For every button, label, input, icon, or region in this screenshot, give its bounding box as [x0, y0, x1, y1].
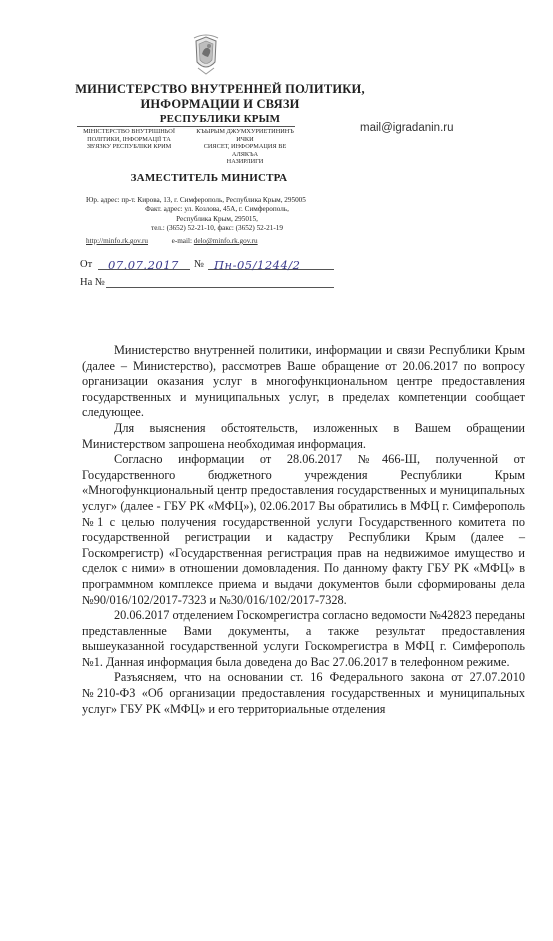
handwritten-date: 07.07.2017 [108, 258, 179, 272]
crimea-coat-of-arms-icon [190, 34, 222, 76]
deputy-minister-title: ЗАМЕСТИТЕЛЬ МИНИСТРА [130, 172, 288, 184]
letterhead-divider [77, 126, 295, 127]
contact-line [86, 237, 348, 246]
paragraph-1: Министерство внутренней политики, информации и связи Республики Крым (далее – Министерство), рассмотрев Ваше обращение от 20.06.2017 по вопросу организации оказания услуг в многофункциональном центре предоставления государственных и муниципальных услуг, в пределах компетенции сообщает следующее. [82, 343, 525, 420]
reply-label: На № [80, 277, 105, 288]
ukr-line-2: ПОЛІТИКИ, ІНФОРМАЦІЇ ТА [87, 135, 171, 143]
ministry-name-line1: МИНИСТЕРСТВО ВНУТРЕННЕЙ ПОЛИТИКИ, [75, 82, 365, 96]
tat-line-1: КЪЫРЫМ ДЖУМХУРИЕТИНИНЪ ИЧКИ [196, 128, 294, 143]
ministry-name-line2: ИНФОРМАЦИИ И СВЯЗИ [140, 97, 300, 111]
phone-fax: тел.: (3652) 52-21-10, факс: (3652) 52-21-19 [151, 223, 283, 232]
tat-line-3: НАЗИРЛИГИ [226, 158, 264, 166]
paragraph-5: Разъясняем, что на основании ст. 16 Федерального закона от 27.07.2010 №210-ФЗ «Об организации предоставления государственных и муниципальных услуг» ГБУ РК «МФЦ» и его территориальные отделения [82, 670, 525, 716]
actual-address-2: Республика Крым, 295015, [176, 214, 258, 223]
letter-body [82, 343, 525, 717]
address-block [86, 196, 348, 233]
handwritten-number: Пн-05/1244/2 [214, 258, 301, 272]
ministry-name-ukrainian [73, 128, 185, 151]
email-link[interactable]: delo@minfo.rk.gov.ru [193, 237, 258, 245]
recipient-email-note: mail@igradanin.ru [360, 122, 454, 134]
number-label: № [194, 259, 205, 270]
ukr-line-1: МІНІСТЕРСТВО ВНУТРІШНЬОЇ [83, 128, 175, 135]
from-label: От [80, 259, 93, 270]
incoming-reference-line [80, 274, 335, 290]
ukr-line-3: ЗВ'ЯЗКУ РЕСПУБЛІКИ КРИМ [86, 143, 172, 151]
ministry-name-crimean-tatar [190, 128, 300, 166]
outgoing-registration-line [80, 256, 335, 272]
tat-line-2: СИЯСЕТ, ИНФОРМАЦИЯ ВЕ АЛЯКЪА [203, 143, 287, 158]
reply-underline [106, 287, 334, 288]
legal-address: Юр. адрес: пр-т. Кирова, 13, г. Симферополь, Республика Крым, 295005 [86, 196, 306, 204]
republic-name: РЕСПУБЛИКИ КРЫМ [159, 113, 281, 125]
paragraph-3: Согласно информации от 28.06.2017 №466-Ш, полученной от Государственного бюджетного учреждения Республики Крым «Многофункциональный центр предоставления государственных и муниципальных услуг» (далее - ГБУ РК «МФЦ»), 02.06.2017 Вы обратились в МФЦ г. Симферополь №1 с целью получения государственной услуги Государственного комитета по государственной регистрации и кадастру Республики Крым (далее – Госкомрегистр) «Государственная регистрация прав на недвижимое имущество и сделок с ними» в отношении домовладения. По данному факту ГБУ РК «МФЦ» в программном комплексе приема и выдачи документов были сформированы дела №90/016/102/2017-7323 и №30/016/102/2017-7328. [82, 452, 525, 607]
paragraph-4: 20.06.2017 отделением Госкомрегистра согласно ведомости №42823 переданы представленные Вами документы, а также результат предоставления вышеуказанной государственной услуги Госкомрегистра в МФЦ г. Симферополь №1. Данная информация была доведена до Вас 27.06.2017 в телефонном режиме. [82, 608, 525, 669]
actual-address: Факт. адрес: ул. Козлова, 45А, г. Симферополь, [145, 205, 289, 214]
website-link[interactable]: http://minfo.rk.gov.ru [86, 237, 149, 245]
email-label: e-mail: [171, 237, 192, 245]
paragraph-2: Для выяснения обстоятельств, изложенных в Вашем обращении Министерством запрошена необходимая информация. [82, 420, 525, 451]
